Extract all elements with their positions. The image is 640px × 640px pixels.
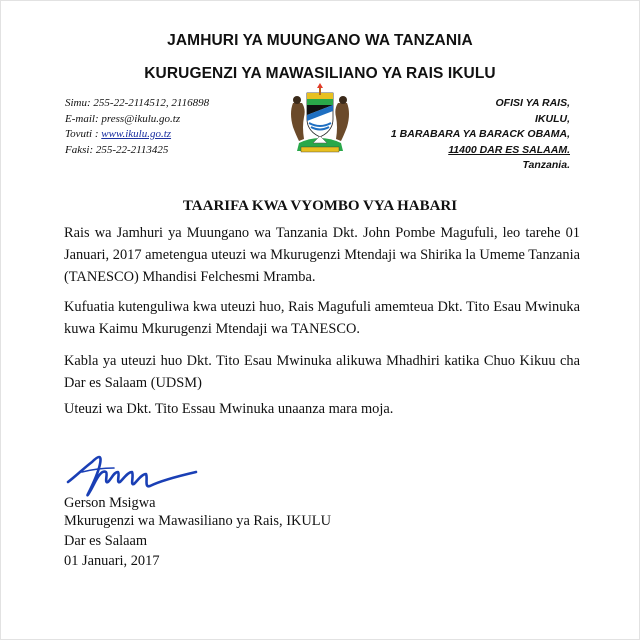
header-country: JAMHURI YA MUUNGANO WA TANZANIA (167, 32, 473, 49)
address-line-4: 11400 DAR ES SALAAM. (448, 143, 570, 156)
paragraph-3: Kabla ya uteuzi huo Dkt. Tito Esau Mwinuka alikuwa Mhadhiri katika Chuo Kikuu cha Dar es Salaam (UDSM) (64, 353, 580, 391)
paragraph-4: Uteuzi wa Dkt. Tito Essau Mwinuka unaanza mara moja. (64, 401, 394, 417)
paragraph-2: Kufuatia kutenguliwa kwa uteuzi huo, Rais Magufuli amemteua Dkt. Tito Esau Mwinuka kuwa Kaimu Mkurugenzi Mtendaji wa TANESCO. (64, 299, 580, 337)
address-line-3: 1 BARABARA YA BARACK OBAMA, (390, 128, 570, 140)
signatory-title: Mkurugenzi wa Mawasiliano ya Rais, IKULU (64, 513, 331, 529)
contact-website (65, 127, 209, 143)
address-line-2: IKULU, (535, 112, 570, 125)
contact-website-label: Tovuti : (65, 128, 102, 140)
tanzania-coat-of-arms-icon (285, 83, 355, 155)
signatory-name: Gerson Msigwa (64, 495, 156, 511)
address-line-5: Tanzania. (522, 159, 570, 171)
signoff-date: 01 Januari, 2017 (64, 553, 160, 569)
contact-phone: Simu: 255-22-2114512, 2116898 (65, 97, 210, 109)
signoff-place: Dar es Salaam (64, 533, 148, 549)
address-line-1: OFISI YA RAIS, (495, 97, 570, 109)
paragraph-1: Rais wa Jamhuri ya Muungano wa Tanzania Dkt. John Pombe Magufuli, leo tarehe 01 Januari, 2017 ametengua uteuzi wa Mkurugenzi Mtendaji wa Shirika la Umeme Tanzania (TANESCO) Mhandisi Felchesmi Mramba. (64, 225, 580, 285)
contact-fax: Faksi: 255-22-2113425 (65, 143, 169, 156)
contact-left-block (65, 96, 209, 158)
header-office: KURUGENZI YA MAWASILIANO YA RAIS IKULU (144, 65, 496, 82)
contact-website-link[interactable]: www.ikulu.go.tz (101, 128, 172, 140)
contact-right-block (391, 96, 570, 174)
document-title: TAARIFA KWA VYOMBO VYA HABARI (182, 198, 458, 214)
contact-email: E-mail: press@ikulu.go.tz (65, 112, 181, 125)
